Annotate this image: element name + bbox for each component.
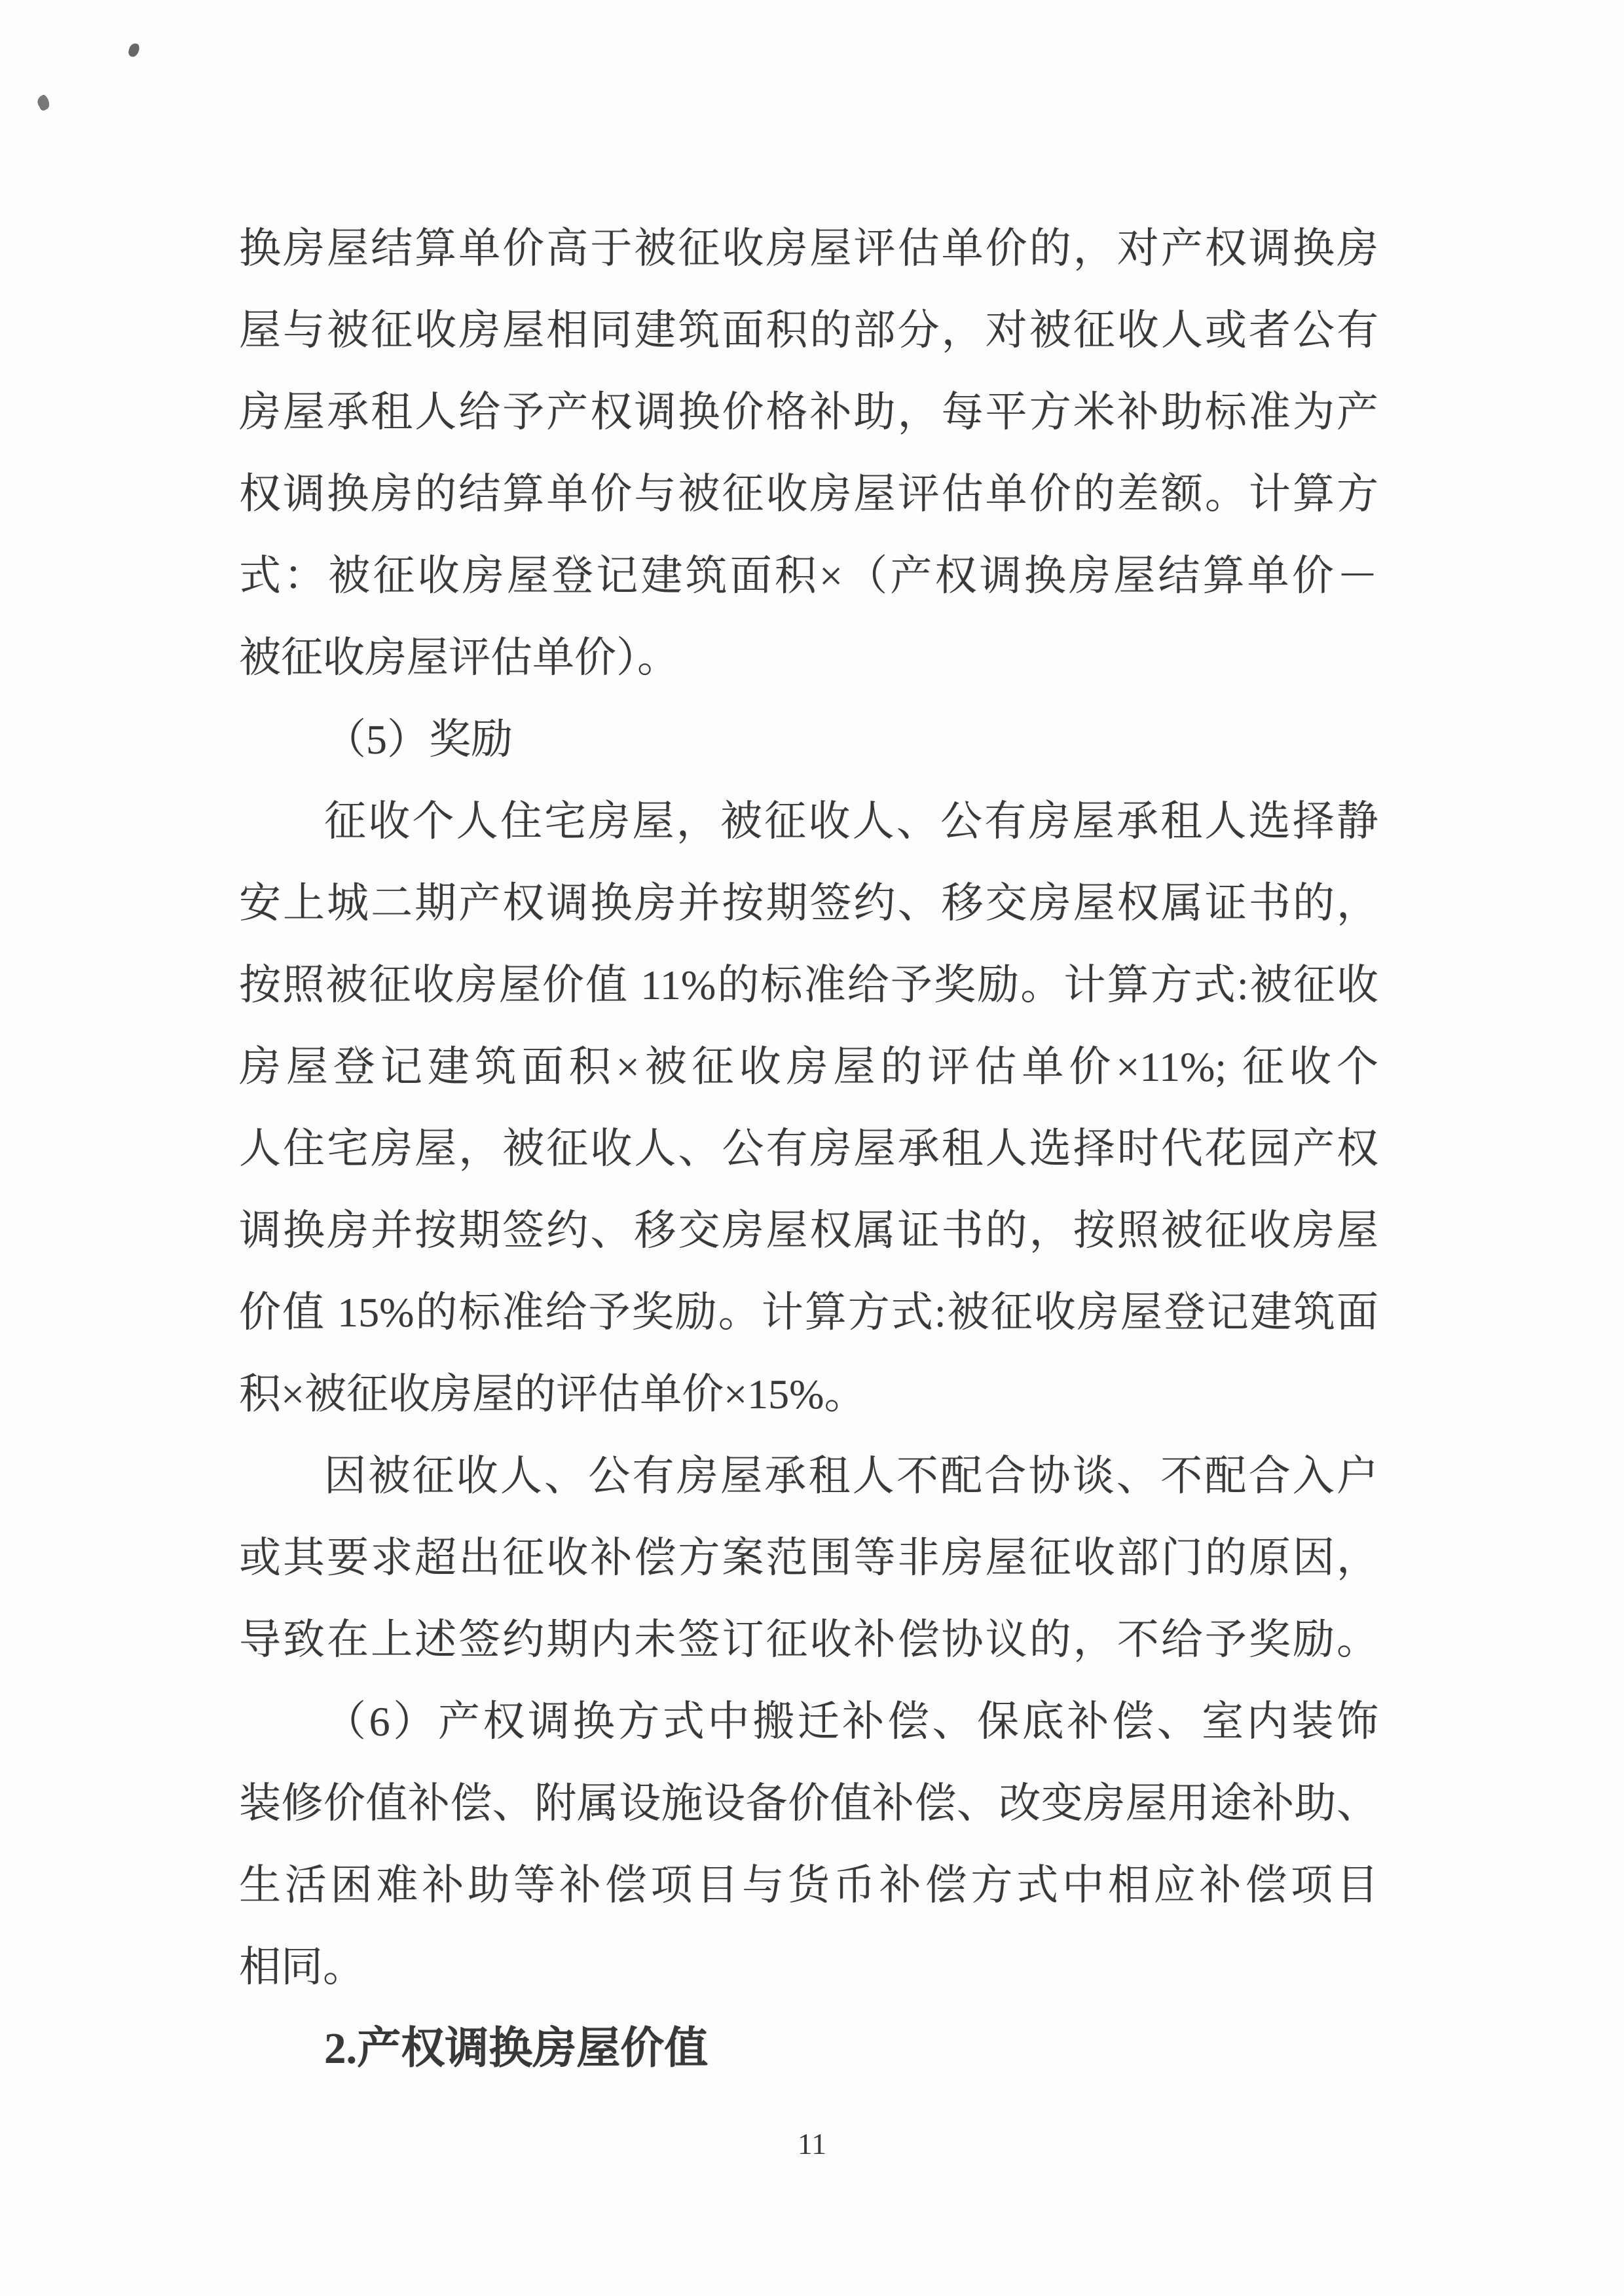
page-number: 11 xyxy=(797,2127,827,2160)
text-line: 屋与被征收房屋相同建筑面积的部分，对被征收人或者公有 xyxy=(239,307,1378,354)
text-line: 征收个人住宅房屋，被征收人、公有房屋承租人选择静 xyxy=(324,798,1378,845)
section-heading: 2.产权调换房屋价值 xyxy=(324,2024,709,2073)
scan-speck-artifact xyxy=(128,42,141,58)
list-item-label: （5）奖励 xyxy=(324,716,513,763)
text-line: 房屋登记建筑面积×被征收房屋的评估单价×11%; 征收个 xyxy=(239,1044,1378,1090)
text-line: 人住宅房屋，被征收人、公有房屋承租人选择时代花园产权 xyxy=(239,1125,1378,1172)
text-line: 按照被征收房屋价值 11%的标准给予奖励。计算方式:被征收 xyxy=(239,962,1378,1008)
text-line: 积×被征收房屋的评估单价×15%。 xyxy=(239,1371,866,1417)
document-body xyxy=(239,208,1378,2090)
text-line: 或其要求超出征收补偿方案范围等非房屋征收部门的原因， xyxy=(239,1535,1378,1581)
text-line: 被征收房屋评估单价）。 xyxy=(239,634,679,681)
text-line: 式：被征收房屋登记建筑面积×（产权调换房屋结算单价－ xyxy=(239,553,1378,599)
text-line: 换房屋结算单价高于被征收房屋评估单价的，对产权调换房 xyxy=(239,225,1378,272)
text-line: 权调换房的结算单价与被征收房屋评估单价的差额。计算方 xyxy=(239,471,1378,517)
text-line: 价值 15%的标准给予奖励。计算方式:被征收房屋登记建筑面 xyxy=(239,1289,1378,1336)
text-line: 房屋承租人给予产权调换价格补助，每平方米补助标准为产 xyxy=(239,389,1378,435)
text-line: 因被征收人、公有房屋承租人不配合协谈、不配合入户 xyxy=(324,1453,1378,1499)
text-line: 相同。 xyxy=(239,1944,365,1990)
text-line: 调换房并按期签约、移交房屋权属证书的，按照被征收房屋 xyxy=(239,1207,1378,1254)
text-line: 安上城二期产权调换房并按期签约、移交房屋权属证书的， xyxy=(239,880,1378,926)
text-line: 装修价值补偿、附属设施设备价值补偿、改变房屋用途补助、 xyxy=(239,1780,1378,1827)
list-item-label: （6）产权调换方式中搬迁补偿、保底补偿、室内装饰 xyxy=(324,1698,1378,1745)
text-line: 生活困难补助等补偿项目与货币补偿方式中相应补偿项目 xyxy=(239,1862,1378,1908)
scan-curl-artifact xyxy=(35,94,52,111)
text-line: 导致在上述签约期内未签订征收补偿协议的，不给予奖励。 xyxy=(239,1616,1378,1663)
